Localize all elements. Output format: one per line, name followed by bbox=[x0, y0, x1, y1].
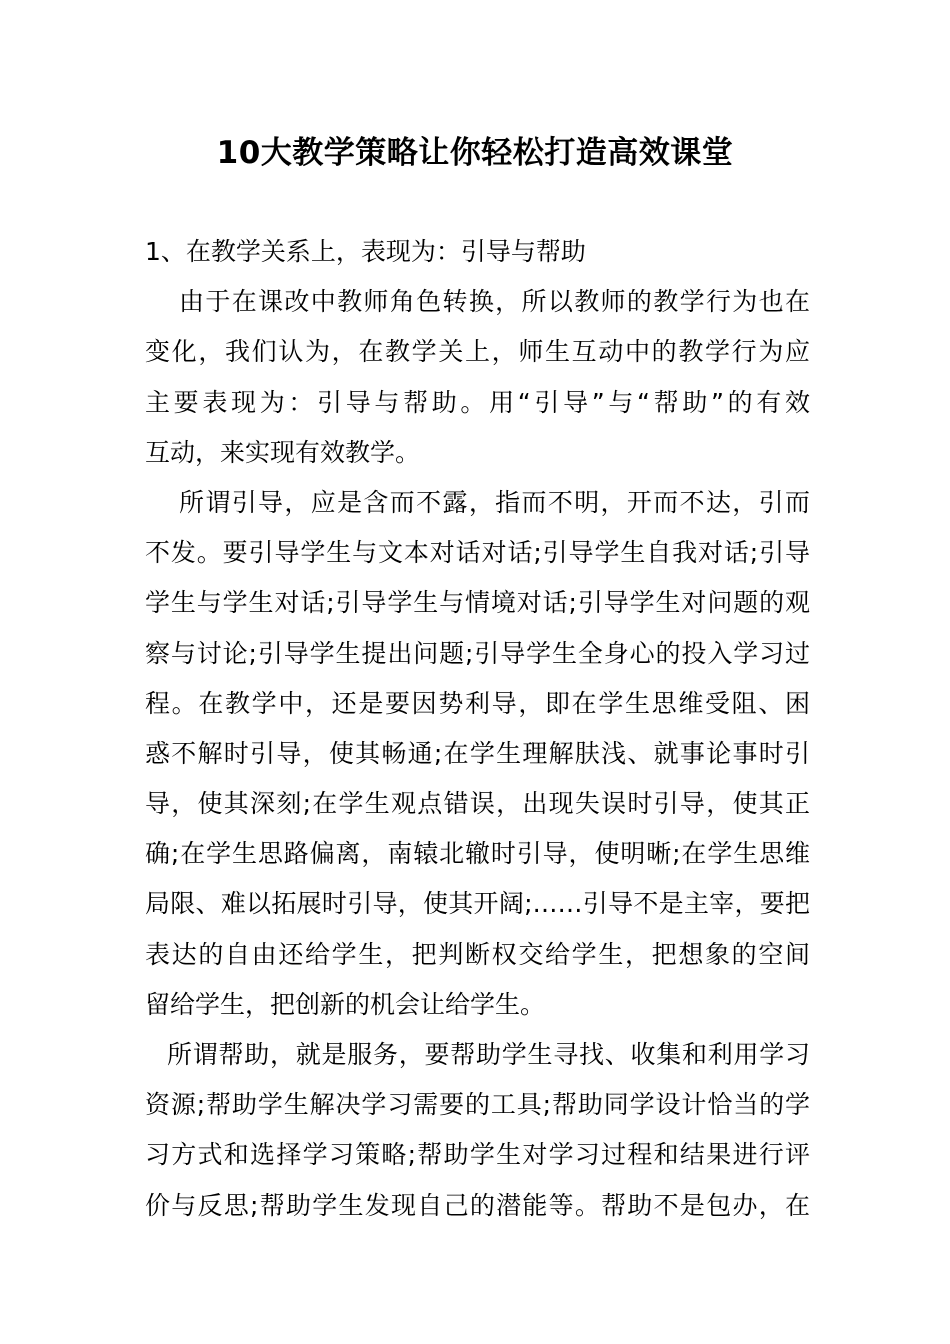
text-line: 导，使其深刻;在学生观点错误，出现失误时引导，使其正 bbox=[145, 789, 810, 819]
text-line: 资源;帮助学生解决学习需要的工具;帮助同学设计恰当的学 bbox=[145, 1090, 810, 1120]
text-line: 局限、难以拓展时引导，使其开阔;……引导不是主宰，要把 bbox=[145, 889, 810, 919]
text-line: 惑不解时引导，使其畅通;在学生理解肤浅、就事论事时引 bbox=[145, 738, 810, 768]
text-line: 互动，来实现有效教学。 bbox=[145, 437, 421, 467]
text-line: 习方式和选择学习策略;帮助学生对学习过程和结果进行评 bbox=[145, 1140, 810, 1170]
text-line: 不发。要引导学生与文本对话对话;引导学生自我对话;引导 bbox=[145, 538, 810, 568]
text-line: 察与讨论;引导学生提出问题;引导学生全身心的投入学习过 bbox=[145, 638, 810, 668]
text-line: 由于在课改中教师角色转换，所以教师的教学行为也在 bbox=[179, 287, 810, 317]
text-line: 变化，我们认为，在教学关上，师生互动中的教学行为应 bbox=[145, 337, 810, 367]
text-line: 1、在教学关系上，表现为：引导与帮助 bbox=[145, 237, 586, 266]
text-line: 留给学生，把创新的机会让给学生。 bbox=[145, 989, 546, 1019]
text-line: 所谓引导，应是含而不露，指而不明，开而不达，引而 bbox=[179, 487, 810, 517]
text-line: 学生与学生对话;引导学生与情境对话;引导学生对问题的观 bbox=[145, 588, 810, 618]
text-line: 所谓帮助，就是服务，要帮助学生寻找、收集和利用学习 bbox=[167, 1040, 810, 1069]
text-line: 表达的自由还给学生，把判断权交给学生，把想象的空间 bbox=[145, 939, 810, 969]
text-line: 程。在教学中，还是要因势利导，即在学生思维受阻、困 bbox=[145, 688, 810, 718]
document-title: 10大教学策略让你轻松打造高效课堂 bbox=[216, 135, 734, 171]
document-body bbox=[145, 227, 810, 1231]
text-line: 确;在学生思路偏离，南辕北辙时引导，使明晰;在学生思维 bbox=[145, 839, 810, 869]
text-line: 主要表现为：引导与帮助。用“引导”与“帮助”的有效 bbox=[145, 387, 810, 417]
text-line: 价与反思;帮助学生发现自己的潜能等。帮助不是包办，在 bbox=[145, 1190, 810, 1220]
